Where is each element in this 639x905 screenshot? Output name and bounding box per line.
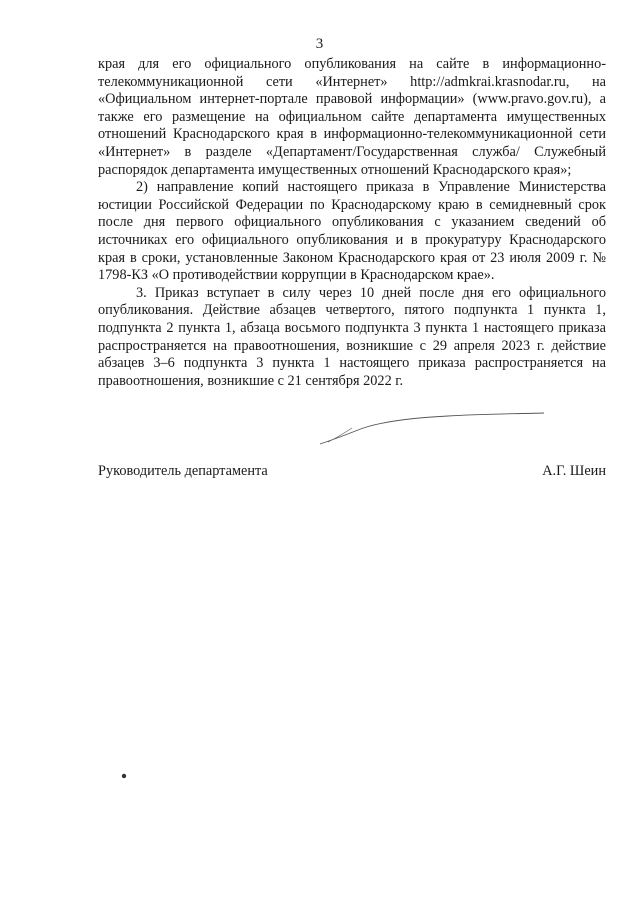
paragraph-item-2: 2) направление копий настоящего приказа в Управление Министерства юстиции Российской Федерации по Краснодарскому краю в семидневный срок после дня первого официального опубликования с указанием сведений об источниках его официального опубликования и в прокуратуру Краснодарского края в сроки, установленные Законом Краснодарского края от 23 июля 2009 г. № 1798-КЗ «О противодействии коррупции в Краснодарском крае».	[98, 179, 606, 284]
signature-block	[98, 462, 606, 480]
page-number: 3	[315, 36, 324, 52]
signatory-name: А.Г. Шеин	[542, 463, 606, 479]
document-body	[98, 56, 606, 390]
paragraph-continuation: края для его официального опубликования на сайте в информационно-телекоммуникационной сети «Интернет» http://admkrai.krasnodar.ru, на «Официальном интернет-портале правовой информации» (www.pravo.gov.ru), а также его размещение на официальном сайте департамента имущественных отношений Краснодарского края в информационно-телекоммуникационной сети «Интернет» в разделе «Департамент/Государственная служба/ Служебный распорядок департамента имущественных отношений Краснодарского края»;	[98, 56, 606, 178]
signatory-position: Руководитель департамента	[98, 463, 268, 479]
ink-dot-icon	[120, 772, 128, 780]
paragraph-item-3: 3. Приказ вступает в силу через 10 дней после дня его официального опубликования. Действие абзацев четвертого, пятого подпункта 1 пункта 1, подпункта 2 пункта 1, абзаца восьмого подпункта 3 пункта 1 настоящего приказа распространяется на правоотношения, возникшие с 29 апреля 2023 г. действие абзацев 3–6 подпункта 3 пункта 1 настоящего приказа распространяется на правоотношения, возникшие с 21 сентября 2022 г.	[98, 284, 606, 389]
handwritten-signature-icon	[318, 408, 548, 448]
